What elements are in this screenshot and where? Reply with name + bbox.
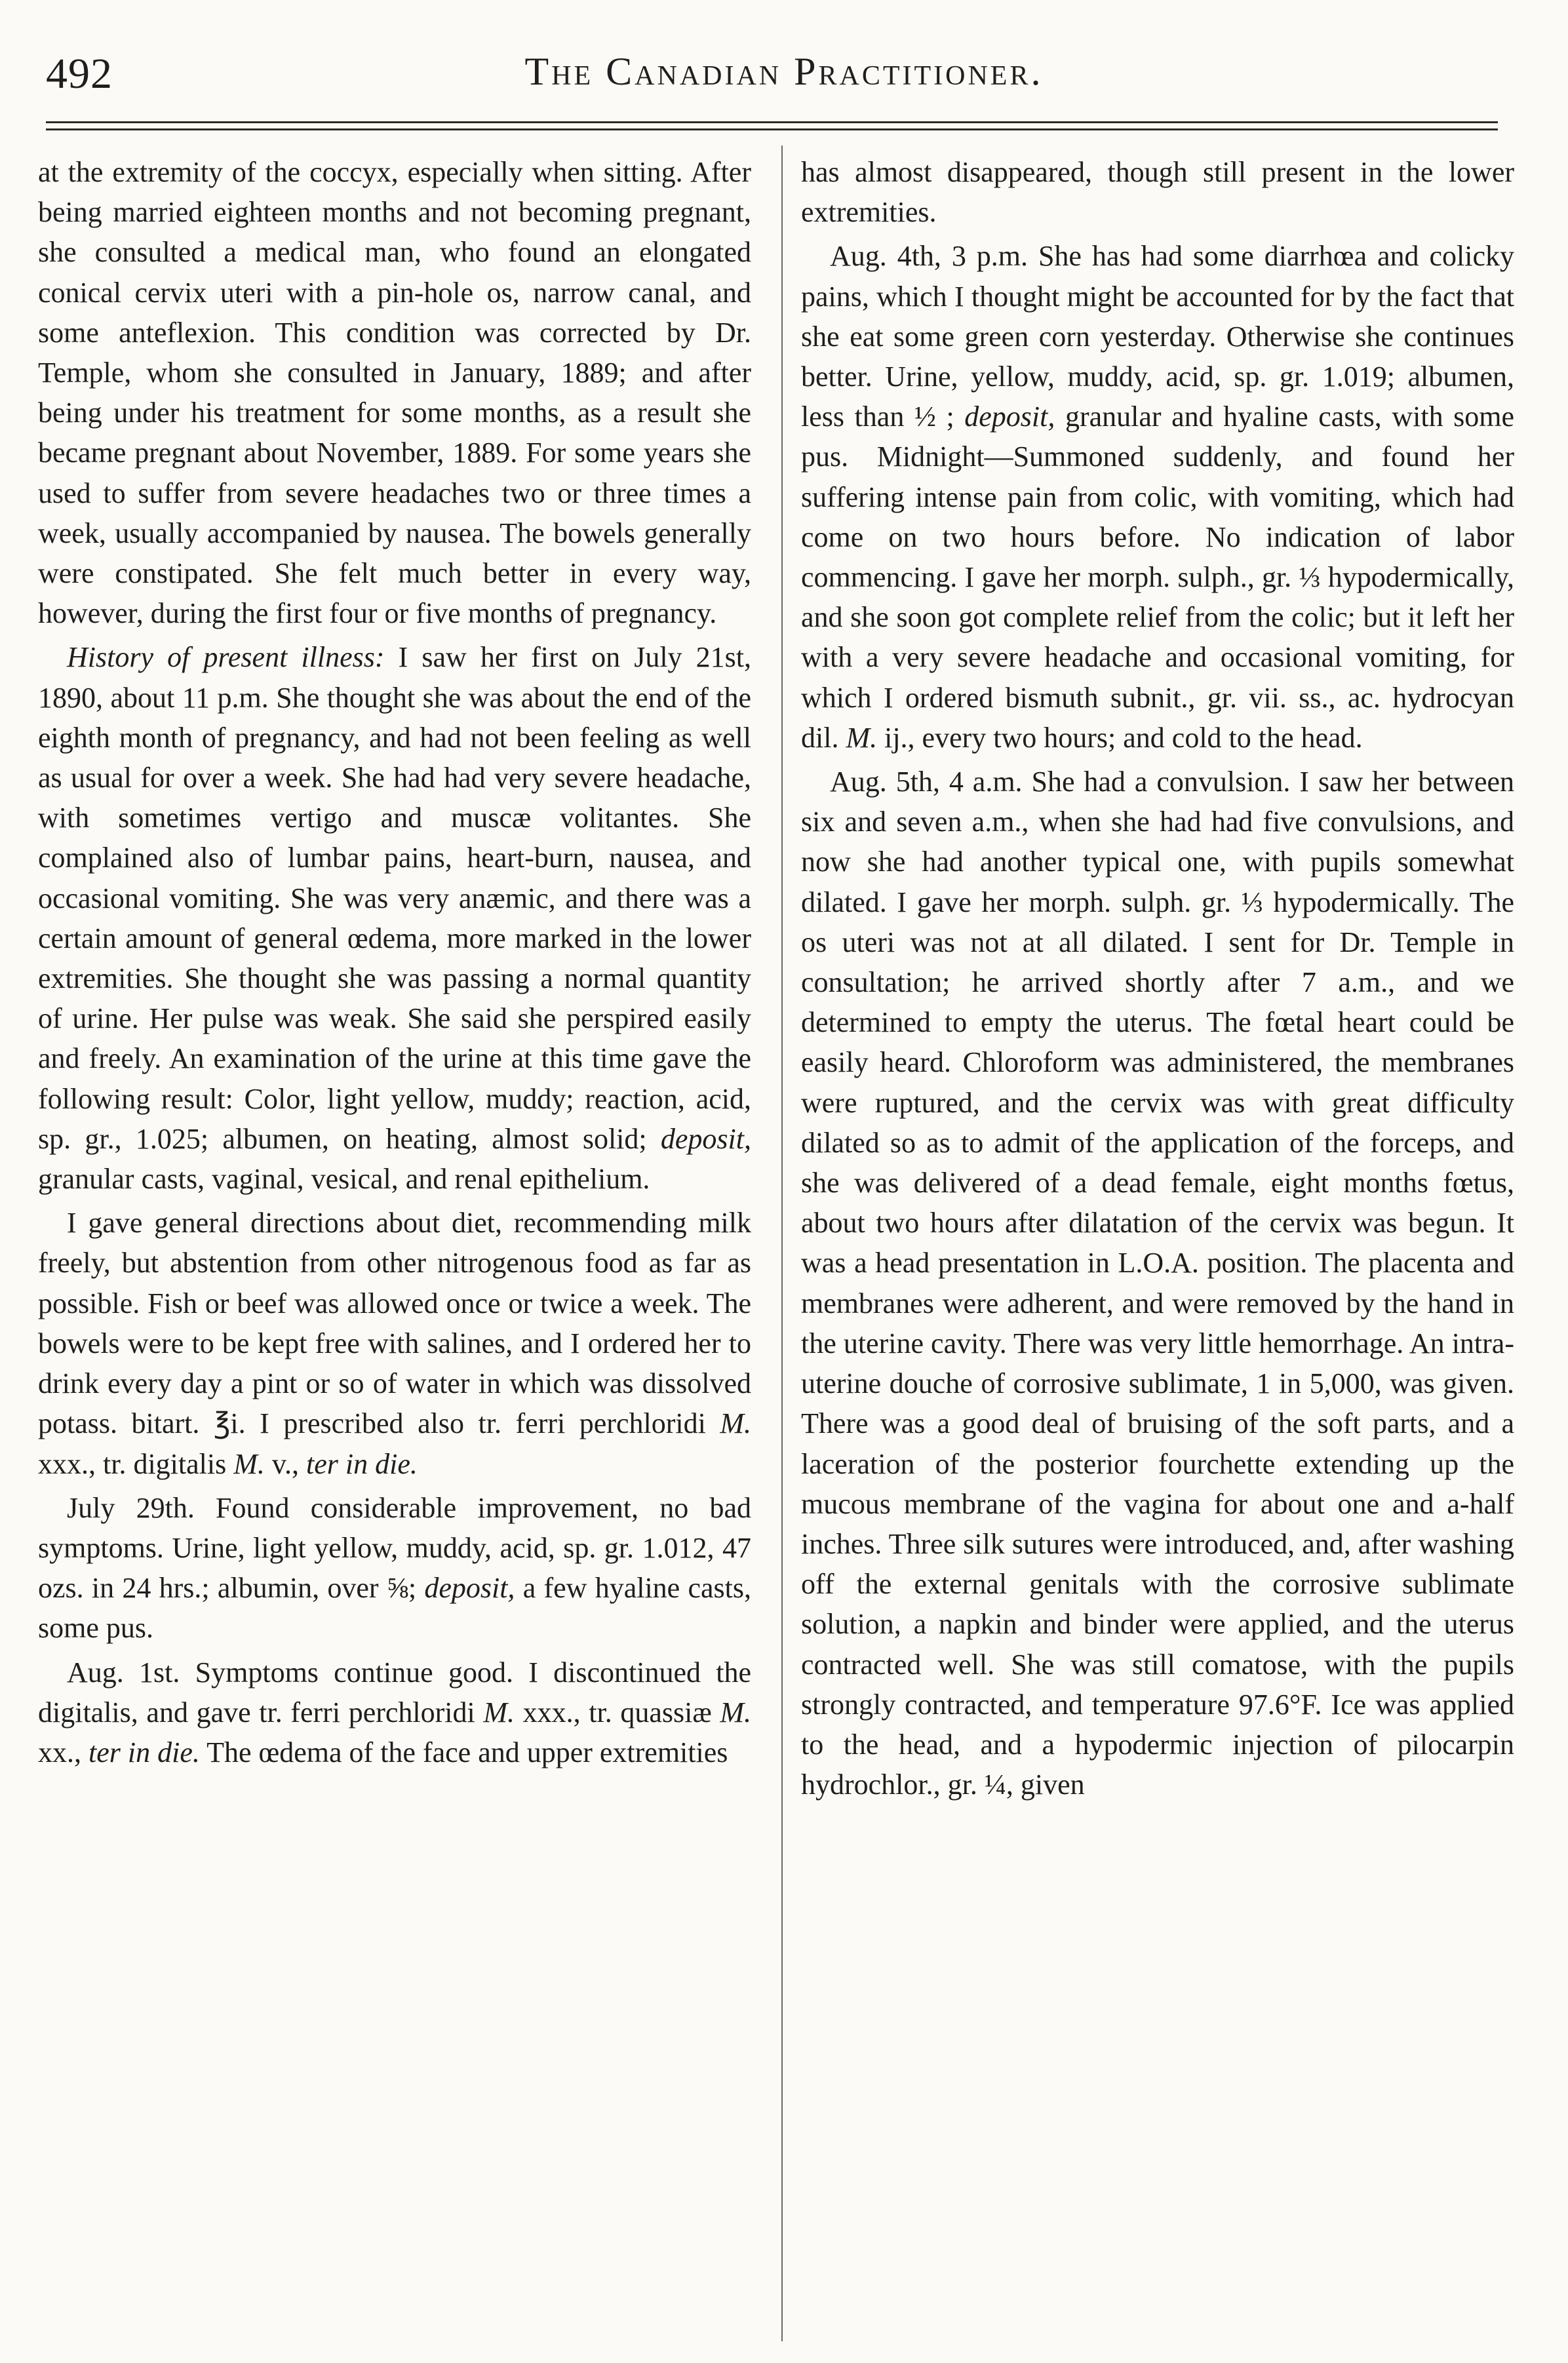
paragraph-history: History of present illness: I saw her first on July 21st, 1890, about 11 p.m. She thought she was about the end of the eighth month of pregnancy, and had not been feeling as well as usual for over a week. She had had very severe headache, with sometimes vertigo and muscæ volitantes. She complained also of lumbar pains, heart-burn, nausea, and occasional vomiting. She was very anæmic, and there was a certain amount of general œdema, more marked in the lower extremities. She thought she was passing a normal quantity of urine. Her pulse was weak. She said she perspired easily and freely. An examination of the urine at this time gave the following result: Color, light yellow, muddy; reaction, acid, sp. gr., 1.025; albumen, on heating, almost solid; deposit, granular casts, vaginal, vesical, and renal epithelium.	[38, 641, 752, 1196]
paragraph-aug-1: Aug. 1st. Symptoms continue good. I discontinued the digitalis, and gave tr. ferri perchloridi M. xxx., tr. quassiæ M. xx., ter in die. The œdema of the face and upper extremities	[38, 1656, 752, 1768]
paragraph-aug-5: Aug. 5th, 4 a.m. She had a convulsion. I saw her between six and seven a.m., when she had had five convulsions, and now she had another typical one, with pupils somewhat dilated. I gave her morph. sulph. gr. ⅓ hypodermically. The os uteri was not at all dilated. I sent for Dr. Temple in consultation; he arrived shortly after 7 a.m., and we determined to empty the uterus. The fœtal heart could be easily heard. Chloroform was administered, the membranes were ruptured, and the cervix was with great difficulty dilated so as to admit of the application of the forceps, and she was delivered of a dead female, eight months fœtus, about two hours after dilatation of the cervix was begun. It was a head presentation in L.O.A. position. The placenta and membranes were adherent, and were removed by the hand in the uterine cavity. There was very little hemorrhage. An intra-uterine douche of corrosive sublimate, 1 in 5,000, was given. There was a good deal of bruising of the soft parts, and a laceration of the posterior fourchette extending up the mucous membrane of the vagina for about one and a-half inches. Three silk sutures were introduced, and, after washing off the external genitals with the corrosive sublimate solution, a napkin and binder were applied, and the uterus contracted well. She was still comatose, with the pupils strongly contracted, and temperature 97.6°F. Ice was applied to the head, and a hypodermic injection of pilocarpin hydrochlor., gr. ¼, given	[801, 766, 1514, 1801]
left-column	[38, 152, 751, 1772]
running-header	[0, 0, 1568, 131]
history-heading: History of present illness:	[67, 641, 385, 674]
header-rule-top	[46, 121, 1498, 123]
paragraph-july-29: July 29th. Found considerable improvement, no bad symptoms. Urine, light yellow, muddy, acid, sp. gr. 1.012, 47 ozs. in 24 hrs.; albumin, over ⅝; deposit, a few hyaline casts, some pus.	[38, 1491, 751, 1645]
paragraph-diet: I gave general directions about diet, recommending milk freely, but abstention from other nitrogenous food as far as possible. Fish or beef was allowed once or twice a week. The bowels were to be kept free with salines, and I ordered her to drink every day a pint or so of water in which was dissolved potass. bitart. ℥i. I prescribed also tr. ferri perchloridi M. xxx., tr. digitalis M. v., ter in die.	[38, 1207, 751, 1480]
column-divider	[781, 146, 783, 2341]
journal-title: The Canadian Practitioner.	[524, 50, 1044, 93]
right-column	[801, 152, 1514, 1805]
page-number: 492	[46, 50, 113, 98]
paragraph-continuation: at the extremity of the coccyx, especially when sitting. After being married eighteen months and not becoming pregnant, she consulted a medical man, who found an elongated conical cervix uteri with a pin-hole os, narrow canal, and some anteflexion. This condition was corrected by Dr. Temple, whom she consulted in January, 1889; and after being under his treatment for some months, as a result she became pregnant about November, 1889. For some years she used to suffer from severe headaches two or three times a week, usually accompanied by nausea. The bowels generally were constipated. She felt much better in every way, however, during the first four or five months of pregnancy.	[38, 156, 751, 630]
paragraph-continuation-right: has almost disappeared, though still present in the lower extremities.	[801, 156, 1514, 229]
header-rule-bottom	[46, 128, 1498, 130]
paragraph-aug-4: Aug. 4th, 3 p.m. She has had some diarrhœa and colicky pains, which I thought might be accounted for by the fact that she eat some green corn yesterday. Otherwise she continues better. Urine, yellow, muddy, acid, sp. gr. 1.019; albumen, less than ½ ; deposit, granular and hyaline casts, with some pus. Midnight—Summoned suddenly, and found her suffering intense pain from colic, with vomiting, which had come on two hours before. No indication of labor commencing. I gave her morph. sulph., gr. ⅓ hypodermically, and she soon got complete relief from the colic; but it left her with a very severe headache and occasional vomiting, for which I ordered bismuth subnit., gr. vii. ss., ac. hydrocyan dil. M. ij., every two hours; and cold to the head.	[801, 240, 1515, 754]
